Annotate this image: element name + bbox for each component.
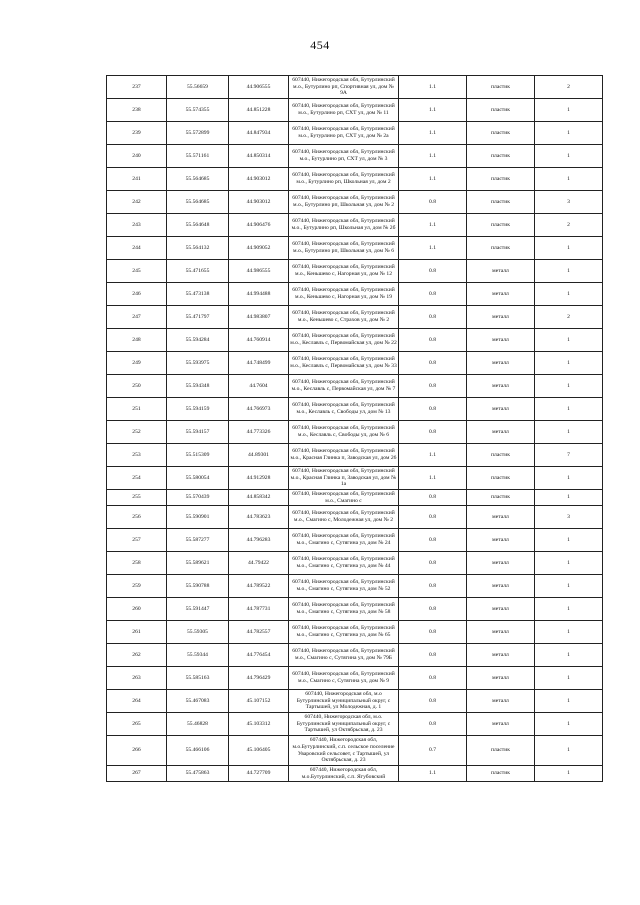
table-row	[107, 621, 603, 644]
latitude-cell: 55.471655	[167, 260, 229, 283]
longitude-cell: 44.727709	[229, 766, 289, 782]
address-cell: 607440, Нижегородская обл, Бутурлинский м.о., Кеньшево с, Нагорная ул, дом № 19	[289, 283, 399, 306]
latitude-cell: 55.571161	[167, 145, 229, 168]
bin-count-cell: 1	[535, 713, 603, 736]
row-number-cell: 238	[107, 99, 167, 122]
bin-count-cell: 1	[535, 690, 603, 713]
bin-material-cell: металл	[467, 690, 535, 713]
longitude-cell: 44.906555	[229, 76, 289, 99]
bin-volume-cell: 1.1	[399, 99, 467, 122]
latitude-cell: 55.590901	[167, 506, 229, 529]
bin-material-cell: металл	[467, 598, 535, 621]
bin-count-cell: 1	[535, 99, 603, 122]
bin-material-cell: металл	[467, 352, 535, 375]
bin-count-cell: 7	[535, 444, 603, 467]
bin-material-cell: пластик	[467, 214, 535, 237]
address-cell: 607440, Нижегородская обл, Бутурлинский м.о., Смагино с, Сутягина ул, дом № 58	[289, 598, 399, 621]
page-number: 454	[310, 38, 330, 52]
latitude-cell: 55.589621	[167, 552, 229, 575]
row-number-cell: 254	[107, 467, 167, 490]
row-number-cell: 246	[107, 283, 167, 306]
longitude-cell: 44.851228	[229, 99, 289, 122]
address-cell: 607440, Нижегородская обл, Бутурлинский м.о., Бутурлино рп, СХТ ул, дом № 2а	[289, 122, 399, 145]
address-cell: 607440, Нижегородская обл, Бутурлинский м.о., Красная Глинка п, Заводская ул, дом 26	[289, 444, 399, 467]
longitude-cell: 44.7604	[229, 375, 289, 398]
table-row	[107, 444, 603, 467]
bin-count-cell: 1	[535, 667, 603, 690]
table-row	[107, 690, 603, 713]
table-row	[107, 713, 603, 736]
bin-count-cell: 1	[535, 168, 603, 191]
latitude-cell: 55.467083	[167, 690, 229, 713]
table-row	[107, 99, 603, 122]
table-row	[107, 506, 603, 529]
longitude-cell: 45.107152	[229, 690, 289, 713]
bin-volume-cell: 0.8	[399, 575, 467, 598]
table-row	[107, 644, 603, 667]
bin-count-cell: 1	[535, 598, 603, 621]
bin-volume-cell: 0.7	[399, 736, 467, 766]
bin-volume-cell: 1.1	[399, 122, 467, 145]
longitude-cell: 44.796429	[229, 667, 289, 690]
bin-volume-cell: 0.8	[399, 529, 467, 552]
bin-material-cell: металл	[467, 552, 535, 575]
address-cell: 607440, Нижегородская обл, Бутурлинский м.о., Кеньшево с, Страхов ул, дом № 2	[289, 306, 399, 329]
latitude-cell: 55.587277	[167, 529, 229, 552]
bin-volume-cell: 1.1	[399, 467, 467, 490]
bin-volume-cell: 1.1	[399, 766, 467, 782]
latitude-cell: 55.466106	[167, 736, 229, 766]
bin-count-cell: 1	[535, 145, 603, 168]
table-row	[107, 736, 603, 766]
bin-count-cell: 1	[535, 766, 603, 782]
bin-material-cell: металл	[467, 644, 535, 667]
address-cell: 607440, Нижегородская обл, м.о.Бутурлинский, с.п. сельское поселение Уваровский сельсовет, с Тартышей, ул Октябрьская, д. 23	[289, 736, 399, 766]
bin-count-cell: 1	[535, 352, 603, 375]
bin-material-cell: пластик	[467, 237, 535, 260]
longitude-cell: 44.858342	[229, 490, 289, 506]
bin-count-cell: 1	[535, 398, 603, 421]
bin-count-cell: 1	[535, 421, 603, 444]
row-number-cell: 240	[107, 145, 167, 168]
longitude-cell: 44.903012	[229, 191, 289, 214]
row-number-cell: 258	[107, 552, 167, 575]
address-cell: 607440, Нижегородская обл, Бутурлинский м.о., Смагино с, Сутягина ул, дом № 52	[289, 575, 399, 598]
bin-volume-cell: 0.8	[399, 260, 467, 283]
row-number-cell: 266	[107, 736, 167, 766]
table-row	[107, 421, 603, 444]
table-row	[107, 575, 603, 598]
row-number-cell: 261	[107, 621, 167, 644]
bin-material-cell: пластик	[467, 168, 535, 191]
table-row	[107, 237, 603, 260]
bin-volume-cell: 1.1	[399, 237, 467, 260]
row-number-cell: 241	[107, 168, 167, 191]
row-number-cell: 255	[107, 490, 167, 506]
bin-volume-cell: 0.8	[399, 490, 467, 506]
bin-count-cell: 1	[535, 490, 603, 506]
bin-count-cell: 1	[535, 736, 603, 766]
longitude-cell: 44.789522	[229, 575, 289, 598]
row-number-cell: 267	[107, 766, 167, 782]
bin-material-cell: металл	[467, 667, 535, 690]
row-number-cell: 237	[107, 76, 167, 99]
latitude-cell: 55.473138	[167, 283, 229, 306]
table-row	[107, 168, 603, 191]
longitude-cell: 44.782557	[229, 621, 289, 644]
row-number-cell: 245	[107, 260, 167, 283]
table-row	[107, 667, 603, 690]
bin-material-cell: пластик	[467, 736, 535, 766]
bin-count-cell: 1	[535, 529, 603, 552]
table-row	[107, 490, 603, 506]
address-cell: 607440, Нижегородская обл, Бутурлинский м.о., Бутурлино рп, СХТ ул, дом № 3	[289, 145, 399, 168]
longitude-cell: 45.103312	[229, 713, 289, 736]
longitude-cell: 44.766973	[229, 398, 289, 421]
latitude-cell: 55.471797	[167, 306, 229, 329]
table-row	[107, 529, 603, 552]
bin-volume-cell: 0.8	[399, 713, 467, 736]
bin-volume-cell: 1.1	[399, 168, 467, 191]
latitude-cell: 55.594284	[167, 329, 229, 352]
latitude-cell: 55.564648	[167, 214, 229, 237]
bin-material-cell: металл	[467, 421, 535, 444]
bin-count-cell: 2	[535, 76, 603, 99]
row-number-cell: 243	[107, 214, 167, 237]
bin-count-cell: 1	[535, 575, 603, 598]
bin-material-cell: металл	[467, 575, 535, 598]
bin-count-cell: 1	[535, 122, 603, 145]
bin-count-cell: 1	[535, 260, 603, 283]
bin-volume-cell: 0.8	[399, 667, 467, 690]
bin-volume-cell: 0.8	[399, 352, 467, 375]
row-number-cell: 242	[107, 191, 167, 214]
table-row	[107, 766, 603, 782]
bin-material-cell: металл	[467, 375, 535, 398]
table-row	[107, 329, 603, 352]
longitude-cell: 44.912928	[229, 467, 289, 490]
longitude-cell: 44.994488	[229, 283, 289, 306]
address-cell: 607440, Нижегородская обл, Бутурлинский м.о., Смагино с, Молодежная ул, дом № 2	[289, 506, 399, 529]
longitude-cell: 44.89301	[229, 444, 289, 467]
address-cell: 607440, Нижегородская обл, Бутурлинский м.о., Кеславль с, Первомайская ул, дом № 7	[289, 375, 399, 398]
row-number-cell: 253	[107, 444, 167, 467]
bin-material-cell: пластик	[467, 122, 535, 145]
longitude-cell: 44.79422	[229, 552, 289, 575]
row-number-cell: 256	[107, 506, 167, 529]
longitude-cell: 44.787731	[229, 598, 289, 621]
bin-volume-cell: 1.1	[399, 444, 467, 467]
latitude-cell: 55.564685	[167, 168, 229, 191]
bin-material-cell: пластик	[467, 99, 535, 122]
table-row	[107, 552, 603, 575]
latitude-cell: 55.594159	[167, 398, 229, 421]
latitude-cell: 55.570439	[167, 490, 229, 506]
bin-material-cell: пластик	[467, 490, 535, 506]
table-row	[107, 598, 603, 621]
bin-volume-cell: 0.8	[399, 375, 467, 398]
bin-material-cell: пластик	[467, 766, 535, 782]
bin-count-cell: 3	[535, 191, 603, 214]
longitude-cell: 44.903012	[229, 168, 289, 191]
row-number-cell: 259	[107, 575, 167, 598]
table-row	[107, 306, 603, 329]
bin-count-cell: 1	[535, 283, 603, 306]
bin-material-cell: металл	[467, 283, 535, 306]
longitude-cell: 44.983807	[229, 306, 289, 329]
address-cell: 607440, Нижегородская обл, Бутурлинский м.о., Смагино с, Сутягина ул, дом № 65	[289, 621, 399, 644]
bin-material-cell: пластик	[467, 191, 535, 214]
latitude-cell: 55.46828	[167, 713, 229, 736]
bin-count-cell: 1	[535, 237, 603, 260]
address-cell: 607440, Нижегородская обл, Бутурлинский м.о., Смагино с, Сутягина ул, дом № 9	[289, 667, 399, 690]
address-cell: 607440, Нижегородская обл, Бутурлинский м.о., Бутурлино рп, Школьная ул, дом № 2	[289, 191, 399, 214]
bin-count-cell: 1	[535, 552, 603, 575]
row-number-cell: 239	[107, 122, 167, 145]
latitude-cell: 55.594157	[167, 421, 229, 444]
address-cell: 607440, Нижегородская обл, м.о. Бутурлинский муниципальный округ, с Тартышей, ул Октябрьская, д. 23	[289, 713, 399, 736]
row-number-cell: 262	[107, 644, 167, 667]
address-cell: 607440, Нижегородская обл, Бутурлинский м.о., Кеславль с, Первомайская ул, дом № 33	[289, 352, 399, 375]
bin-material-cell: металл	[467, 506, 535, 529]
longitude-cell: 44.776454	[229, 644, 289, 667]
bin-volume-cell: 1.1	[399, 145, 467, 168]
bin-volume-cell: 0.8	[399, 191, 467, 214]
bin-count-cell: 1	[535, 644, 603, 667]
row-number-cell: 264	[107, 690, 167, 713]
bin-count-cell: 1	[535, 621, 603, 644]
bin-count-cell: 3	[535, 506, 603, 529]
latitude-cell: 55.572899	[167, 122, 229, 145]
table-row	[107, 283, 603, 306]
bin-material-cell: пластик	[467, 76, 535, 99]
bin-volume-cell: 0.8	[399, 598, 467, 621]
bin-count-cell: 2	[535, 214, 603, 237]
latitude-cell: 55.564132	[167, 237, 229, 260]
bin-material-cell: пластик	[467, 145, 535, 168]
latitude-cell: 55.591447	[167, 598, 229, 621]
latitude-cell: 55.594348	[167, 375, 229, 398]
address-cell: 607440, Нижегородская обл, Бутурлинский м.о., Смагино с	[289, 490, 399, 506]
latitude-cell: 55.475863	[167, 766, 229, 782]
address-cell: 607440, Нижегородская обл, Бутурлинский м.о., Бутурлино рп, Школьная ул, дом № 2б	[289, 214, 399, 237]
bin-count-cell: 1	[535, 467, 603, 490]
longitude-cell: 44.760914	[229, 329, 289, 352]
longitude-cell: 44.906476	[229, 214, 289, 237]
table-row	[107, 214, 603, 237]
table-row	[107, 467, 603, 490]
table-row	[107, 191, 603, 214]
row-number-cell: 250	[107, 375, 167, 398]
longitude-cell: 44.847934	[229, 122, 289, 145]
longitude-cell: 44.748499	[229, 352, 289, 375]
table-row	[107, 352, 603, 375]
longitude-cell: 45.106405	[229, 736, 289, 766]
row-number-cell: 248	[107, 329, 167, 352]
row-number-cell: 260	[107, 598, 167, 621]
longitude-cell: 44.796283	[229, 529, 289, 552]
row-number-cell: 252	[107, 421, 167, 444]
bin-material-cell: пластик	[467, 444, 535, 467]
row-number-cell: 263	[107, 667, 167, 690]
longitude-cell: 44.783623	[229, 506, 289, 529]
address-cell: 607440, Нижегородская обл, м.о Бутурлинский муниципальный округ, с Тартышей, ул Молодежная, д. 1	[289, 690, 399, 713]
row-number-cell: 249	[107, 352, 167, 375]
bin-material-cell: пластик	[467, 467, 535, 490]
latitude-cell: 55.56659	[167, 76, 229, 99]
address-cell: 607440, Нижегородская обл, Бутурлинский м.о., Красная Глинка п, Заводская ул, дом № 1а	[289, 467, 399, 490]
bin-count-cell: 1	[535, 329, 603, 352]
table-body	[107, 76, 603, 782]
bin-count-cell: 2	[535, 306, 603, 329]
table-row	[107, 122, 603, 145]
bin-volume-cell: 0.8	[399, 329, 467, 352]
address-cell: 607440, Нижегородская обл, Бутурлинский м.о., Бутурлино рп, Школьная ул, дом 2	[289, 168, 399, 191]
bin-material-cell: металл	[467, 529, 535, 552]
bin-material-cell: металл	[467, 306, 535, 329]
table-row	[107, 76, 603, 99]
bin-volume-cell: 0.8	[399, 621, 467, 644]
latitude-cell: 55.59305	[167, 621, 229, 644]
address-cell: 607440, Нижегородская обл, Бутурлинский м.о., Бутурлино рп, Школьная ул, дом № 6	[289, 237, 399, 260]
address-cell: 607440, Нижегородская обл, Бутурлинский м.о., Бутурлино рп, СХТ ул, дом № 11	[289, 99, 399, 122]
latitude-cell: 55.593975	[167, 352, 229, 375]
bin-material-cell: металл	[467, 621, 535, 644]
longitude-cell: 44.773326	[229, 421, 289, 444]
address-cell: 607440, Нижегородская обл, Бутурлинский м.о., Смагино с, Сутягина ул, дом № 24	[289, 529, 399, 552]
longitude-cell: 44.986555	[229, 260, 289, 283]
bin-volume-cell: 0.8	[399, 552, 467, 575]
bin-count-cell: 1	[535, 375, 603, 398]
address-cell: 607440, Нижегородская обл, Бутурлинский м.о., Кеньшево с, Нагорная ул, дом № 12	[289, 260, 399, 283]
latitude-cell: 55.574355	[167, 99, 229, 122]
address-cell: 607440, Нижегородская обл, Бутурлинский м.о., Кеславль с, Первомайская ул, дом № 22	[289, 329, 399, 352]
latitude-cell: 55.515309	[167, 444, 229, 467]
row-number-cell: 244	[107, 237, 167, 260]
bin-volume-cell: 1.1	[399, 214, 467, 237]
address-cell: 607440, Нижегородская обл, Бутурлинский м.о., Бутурлино рп, Спортивная ул, дом № 9А	[289, 76, 399, 99]
row-number-cell: 257	[107, 529, 167, 552]
table-row	[107, 398, 603, 421]
latitude-cell: 55.564685	[167, 191, 229, 214]
address-cell: 607440, Нижегородская обл, Бутурлинский м.о., Смагино с, Сутягина ул, дом № 79Б	[289, 644, 399, 667]
latitude-cell: 55.585163	[167, 667, 229, 690]
bin-volume-cell: 1.1	[399, 76, 467, 99]
latitude-cell: 55.590788	[167, 575, 229, 598]
table-row	[107, 145, 603, 168]
row-number-cell: 251	[107, 398, 167, 421]
address-cell: 607440, Нижегородская обл, Бутурлинский м.о., Кеславль с, Свободы ул, дом № 6	[289, 421, 399, 444]
bin-volume-cell: 0.8	[399, 421, 467, 444]
table-row	[107, 375, 603, 398]
container-sites-table	[106, 75, 603, 782]
latitude-cell: 55.59344	[167, 644, 229, 667]
bin-material-cell: металл	[467, 329, 535, 352]
bin-volume-cell: 0.8	[399, 283, 467, 306]
bin-material-cell: металл	[467, 713, 535, 736]
bin-material-cell: металл	[467, 398, 535, 421]
latitude-cell: 55.580054	[167, 467, 229, 490]
row-number-cell: 265	[107, 713, 167, 736]
address-cell: 607440, Нижегородская обл, Бутурлинский м.о., Смагино с, Сутягина ул, дом № 44	[289, 552, 399, 575]
longitude-cell: 44.850314	[229, 145, 289, 168]
address-cell: 607440, Нижегородская обл, м.о.Бутурлинский, с.п. Ягубовский	[289, 766, 399, 782]
row-number-cell: 247	[107, 306, 167, 329]
bin-volume-cell: 0.8	[399, 506, 467, 529]
bin-material-cell: металл	[467, 260, 535, 283]
address-cell: 607440, Нижегородская обл, Бутурлинский м.о., Кеславль с, Свободы ул, дом № 13	[289, 398, 399, 421]
longitude-cell: 44.909052	[229, 237, 289, 260]
bin-volume-cell: 0.8	[399, 306, 467, 329]
table-row	[107, 260, 603, 283]
bin-volume-cell: 0.8	[399, 644, 467, 667]
bin-volume-cell: 0.8	[399, 690, 467, 713]
bin-volume-cell: 0.8	[399, 398, 467, 421]
